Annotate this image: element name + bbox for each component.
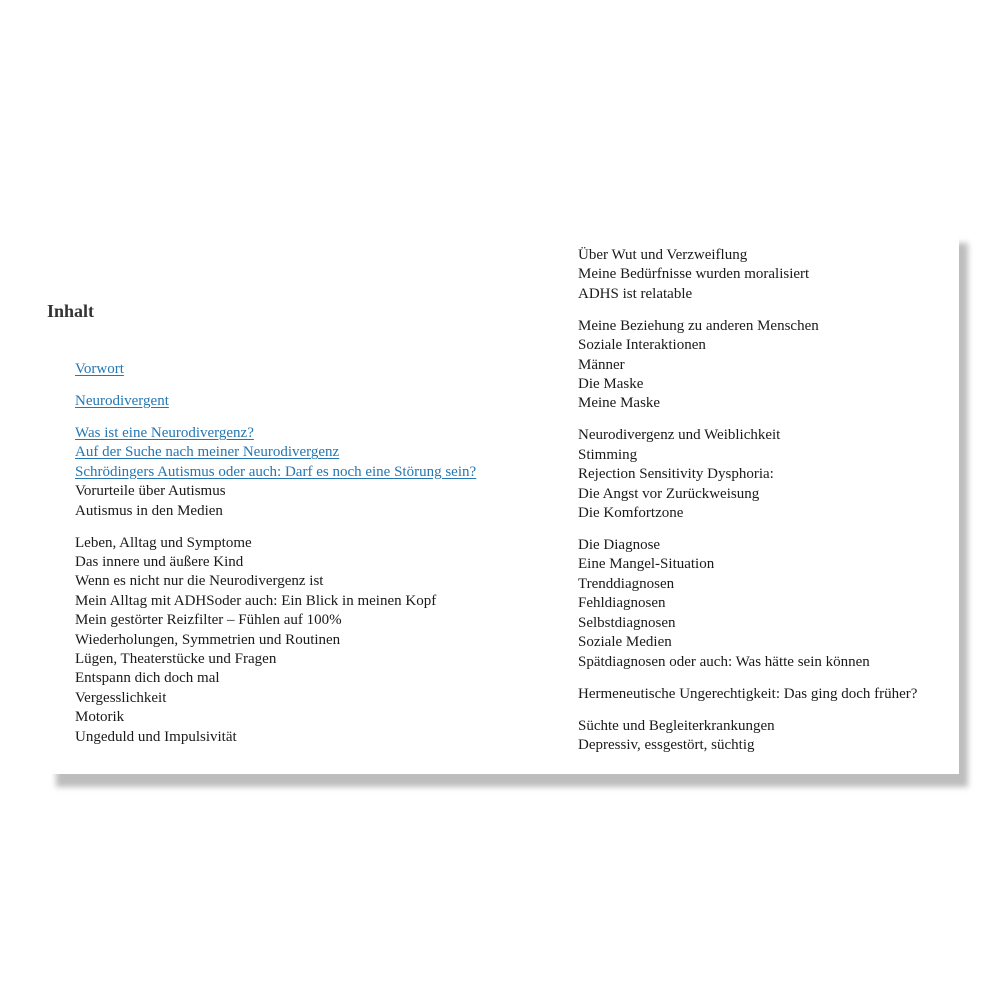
toc-link[interactable]: Auf der Suche nach meiner Neurodivergenz [75, 444, 340, 461]
toc-link[interactable]: Schrödingers Autismus oder auch: Darf es noch eine Störung sein? [75, 463, 477, 480]
toc-link[interactable]: Was ist eine Neurodivergenz? [75, 425, 254, 441]
toc-entry: Entspann dich doch mal [75, 670, 220, 687]
toc-entry: Wiederholungen, Symmetrien und Routinen [75, 631, 341, 648]
toc-entry: Autismus in den Medien [75, 502, 223, 519]
toc-group [578, 246, 917, 304]
toc-group [75, 360, 476, 379]
toc-group [75, 392, 476, 411]
toc-entry: Mein Alltag mit ADHSoder auch: Ein Blick in meinen Kopf [75, 592, 437, 609]
toc-entry: Süchte und Begleiterkrankungen [578, 717, 775, 734]
toc-entry: Selbstdiagnosen [578, 614, 676, 631]
toc-entry: Spätdiagnosen oder auch: Was hätte sein können [578, 653, 870, 670]
toc-entry: Neurodivergenz und Weiblichkeit [578, 427, 781, 444]
toc-entry: Meine Bedürfnisse wurden moralisiert [578, 266, 810, 283]
toc-group [578, 717, 917, 756]
toc-entry: Das innere und äußere Kind [75, 554, 244, 571]
toc-entry: Über Wut und Verzweiflung [578, 247, 748, 263]
toc-entry: Wenn es nicht nur die Neurodivergenz ist [75, 573, 324, 590]
toc-entry: Trenddiagnosen [578, 575, 675, 592]
toc-entry: Soziale Interaktionen [578, 337, 706, 354]
toc-link[interactable]: Vorwort [75, 361, 124, 377]
toc-entry: Die Angst vor Zurückweisung [578, 485, 760, 502]
toc-entry: Soziale Medien [578, 634, 672, 651]
toc-entry: Fehldiagnosen [578, 595, 666, 612]
toc-left-column [75, 360, 476, 747]
toc-entry: Vergesslichkeit [75, 689, 167, 706]
toc-entry: Vorurteile über Autismus [75, 483, 226, 500]
toc-entry: Rejection Sensitivity Dysphoria: [578, 466, 774, 483]
toc-heading: Inhalt [47, 301, 95, 321]
toc-group [75, 424, 476, 521]
toc-entry: Hermeneutische Ungerechtigkeit: Das ging doch früher? [578, 685, 918, 702]
toc-group [578, 426, 917, 523]
toc-entry: Depressiv, essgestört, süchtig [578, 736, 755, 753]
toc-entry: Eine Mangel-Situation [578, 556, 715, 573]
toc-right-column [578, 246, 917, 755]
toc-group [578, 685, 917, 704]
toc-entry: Leben, Alltag und Symptome [75, 534, 252, 551]
toc-entry: Meine Maske [578, 395, 661, 412]
toc-link[interactable]: Neurodivergent [75, 393, 169, 409]
toc-entry: Die Maske [578, 376, 644, 393]
toc-entry: Mein gestörter Reizfilter – Fühlen auf 100% [75, 612, 342, 629]
toc-group [75, 534, 476, 747]
toc-entry: Männer [578, 356, 625, 373]
toc-entry: Lügen, Theaterstücke und Fragen [75, 651, 277, 668]
toc-entry: ADHS ist relatable [578, 285, 693, 302]
toc-group [578, 317, 917, 414]
toc-entry: Die Diagnose [578, 537, 661, 554]
toc-entry: Meine Beziehung zu anderen Menschen [578, 317, 819, 334]
toc-group [578, 536, 917, 672]
toc-entry: Motorik [75, 709, 125, 726]
toc-entry: Ungeduld und Impulsivität [75, 728, 237, 745]
toc-entry: Stimming [578, 446, 638, 463]
toc-entry: Die Komfortzone [578, 505, 684, 522]
